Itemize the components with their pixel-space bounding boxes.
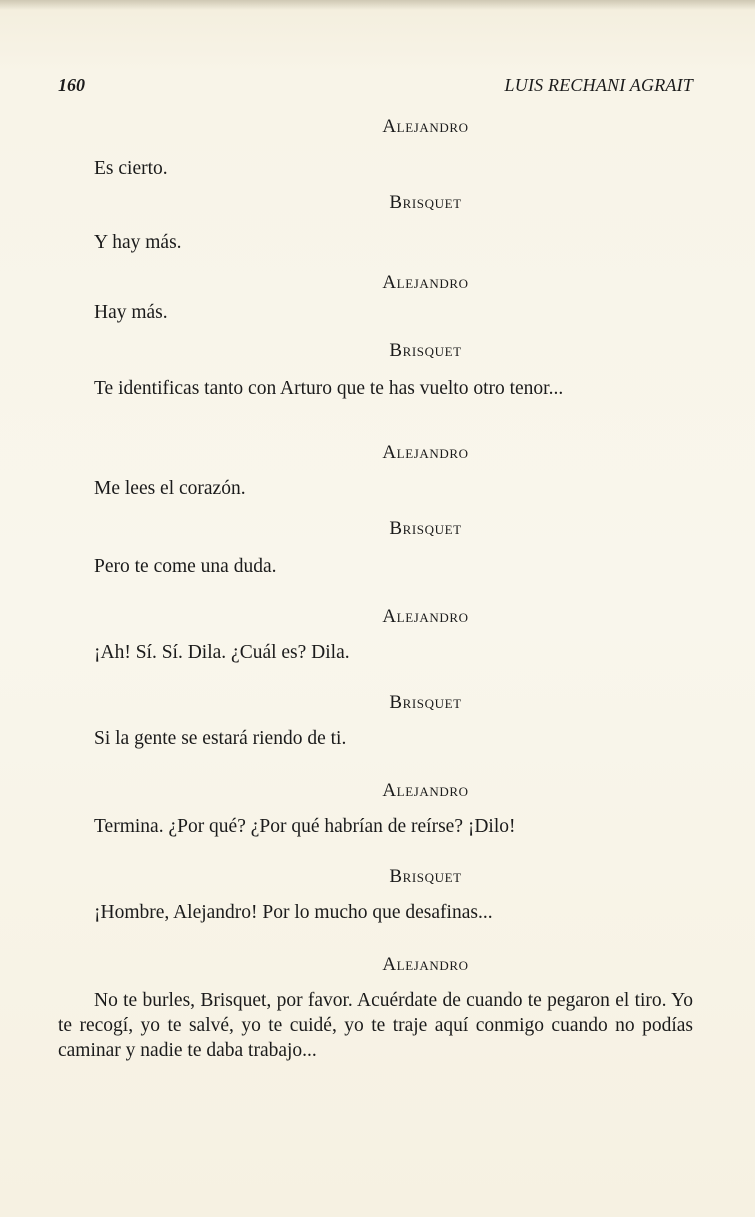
dialogue-line: No te burles, Brisquet, por favor. Acuérdate de cuando te pegaron el tiro. Yo te recogí, yo te salvé, yo te cuidé, yo te traje aquí conmigo cuando no podías caminar y nadie te daba trabajo... xyxy=(58,990,693,1061)
speaker-name: Brisquet xyxy=(389,340,462,361)
dialogue-line: Hay más. xyxy=(94,302,168,323)
dialogue-line: Pero te come una duda. xyxy=(94,556,277,577)
dialogue-line: Y hay más. xyxy=(94,232,182,253)
speaker-name: Alejandro xyxy=(382,606,469,627)
page-number: 160 xyxy=(58,75,85,95)
dialogue-line: Termina. ¿Por qué? ¿Por qué habrían de reírse? ¡Dilo! xyxy=(94,816,516,837)
dialogue-line: Te identificas tanto con Arturo que te has vuelto otro tenor... xyxy=(94,378,564,399)
dialogue-line: Me lees el corazón. xyxy=(94,478,246,499)
speaker-name: Brisquet xyxy=(389,692,462,713)
speaker-name: Alejandro xyxy=(382,442,469,463)
speaker-name: Brisquet xyxy=(389,518,462,539)
dialogue-line: Es cierto. xyxy=(94,158,168,179)
speaker-name: Alejandro xyxy=(382,954,469,975)
running-head: LUIS RECHANI AGRAIT xyxy=(504,75,693,95)
dialogue-line: ¡Ah! Sí. Sí. Dila. ¿Cuál es? Dila. xyxy=(94,642,350,663)
speaker-name: Alejandro xyxy=(382,272,469,293)
speaker-name: Alejandro xyxy=(382,780,469,801)
dialogue-line: Si la gente se estará riendo de ti. xyxy=(94,728,347,749)
speaker-name: Alejandro xyxy=(382,116,469,137)
dialogue-line: ¡Hombre, Alejandro! Por lo mucho que desafinas... xyxy=(94,902,493,923)
page-header xyxy=(58,75,693,101)
speaker-name: Brisquet xyxy=(389,866,462,887)
page-edge-shadow xyxy=(0,0,755,10)
speaker-name: Brisquet xyxy=(389,192,462,213)
